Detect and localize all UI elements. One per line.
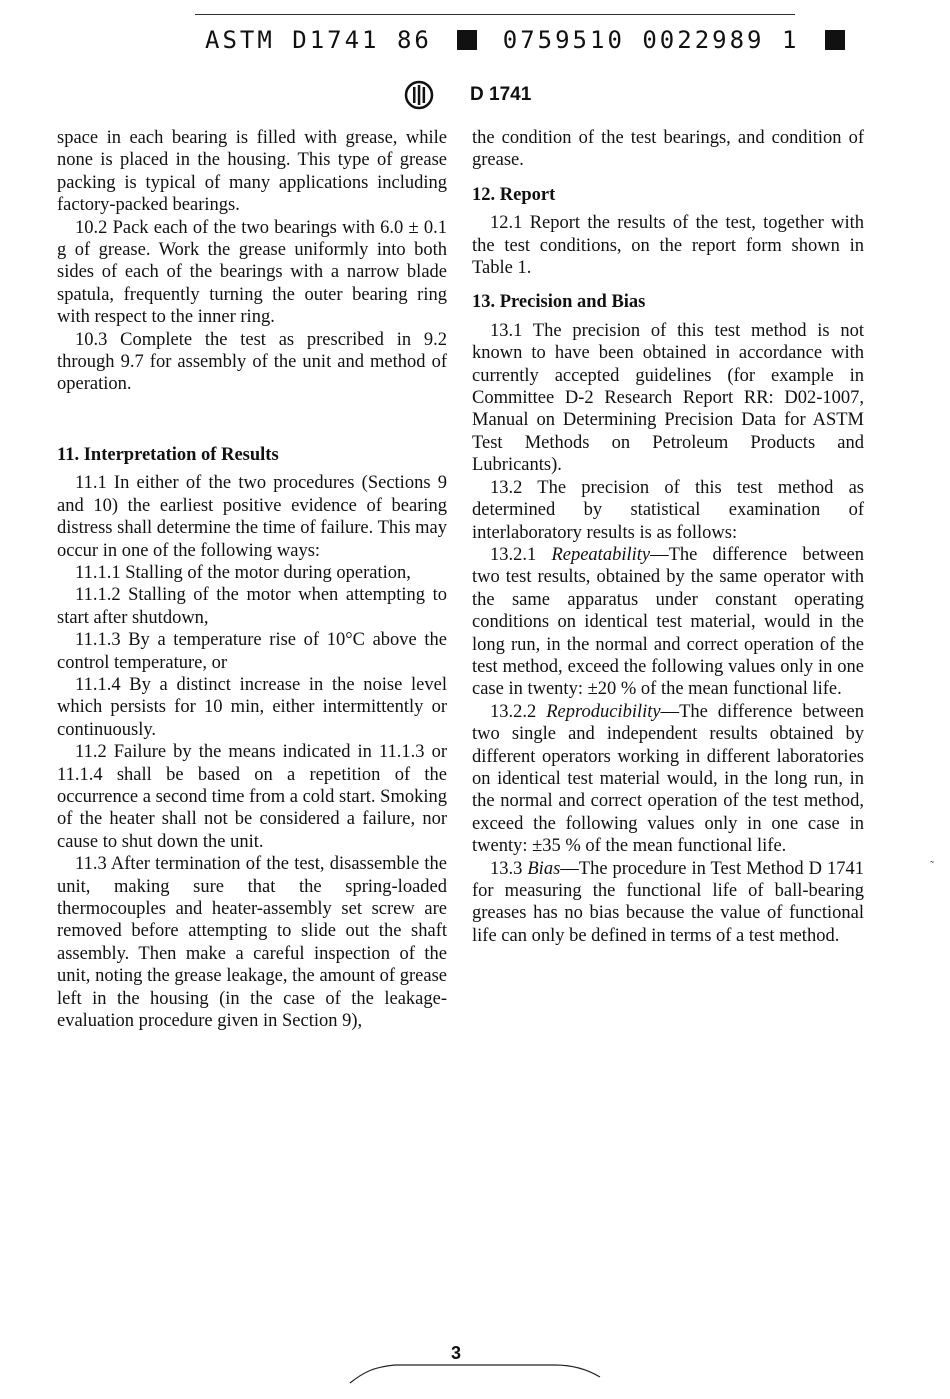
clause-number: 13.2.1 bbox=[490, 544, 537, 565]
paragraph-11-1-3: 11.1.3 By a temperature rise of 10°C above the control temperature, or bbox=[57, 630, 447, 673]
scan-top-rule bbox=[195, 14, 795, 15]
scan-code-a: ASTM D1741 86 bbox=[205, 26, 432, 54]
paragraph-10-3: 10.3 Complete the test as prescribed in 9.2 through 9.7 for assembly of the unit and method of operation. bbox=[57, 329, 447, 395]
footer-flourish bbox=[345, 1355, 605, 1385]
paragraph-11-1: 11.1 In either of the two procedures (Sections 9 and 10) the earliest positive evidence of bearing distress shall determine the time of failure. This may occur in one of the following ways: bbox=[57, 473, 447, 561]
section-heading-11: 11. Interpretation of Results bbox=[57, 444, 279, 465]
paragraph-13-2-1 bbox=[472, 544, 864, 701]
paragraph-11-1-1: 11.1.1 Stalling of the motor during operation, bbox=[75, 562, 411, 583]
clause-term: Repeatability bbox=[551, 544, 651, 565]
section-heading-12: 12. Report bbox=[472, 184, 556, 205]
astm-logo-icon bbox=[404, 80, 434, 110]
paragraph: the condition of the test bearings, and condition of grease. bbox=[472, 128, 864, 171]
clause-body: —The difference between two single and independent results obtained by different operators working in different laboratories on identical test material would, in the long run, in the normal and correct operation of the test method, exceed the following values only in one case in twenty: ±35 % of the mean functional life. bbox=[472, 701, 864, 857]
paragraph-13-3 bbox=[472, 858, 864, 948]
scan-header bbox=[205, 26, 853, 54]
paragraph-11-2: 11.2 Failure by the means indicated in 11.1.3 or 11.1.4 shall be based on a repetition of the occurrence a second time from a cold start. Smoking of the heater shall not be considered a failure, nor cause to shut down the unit. bbox=[57, 742, 447, 852]
scan-mark: ˜ bbox=[930, 858, 934, 872]
paragraph-13-2-2 bbox=[472, 701, 864, 858]
clause-number: 13.3 bbox=[490, 858, 523, 879]
right-column bbox=[472, 127, 864, 947]
section-heading-13: 13. Precision and Bias bbox=[472, 292, 646, 313]
clause-body: —The difference between two test results, obtained by the same operator with the same apparatus under constant operating conditions on identical test material, would in the long run, in the normal and correct operation of the test method, exceed the following values only in one case in twenty: ±20 % of the mean functional life. bbox=[472, 544, 865, 700]
clause-number: 13.2.2 bbox=[490, 701, 537, 722]
paragraph-11-3: 11.3 After termination of the test, disassemble the unit, making sure that the spring-loaded thermocouples and heater-assembly set screw are removed before attempting to slide out the shaft assembly. Then make a careful inspection of the unit, noting the grease leakage, the amount of grease left in the housing (in the case of the leakage-evaluation procedure given in Section 9), bbox=[57, 854, 447, 1032]
paragraph-11-1-2: 11.1.2 Stalling of the motor when attempting to start after shutdown, bbox=[57, 585, 447, 628]
scan-block-mark bbox=[457, 30, 477, 50]
paragraph-13-2: 13.2 The precision of this test method as determined by statistical examination of interlaboratory results is as follows: bbox=[472, 477, 864, 543]
scan-code-b: 0759510 0022989 1 bbox=[502, 26, 800, 54]
page-number: 3 bbox=[451, 1343, 462, 1363]
designation: D 1741 bbox=[470, 84, 532, 105]
paragraph-13-1: 13.1 The precision of this test method is not known to have been obtained in accordance with currently accepted guidelines (for example in Committee D-2 Research Report RR: D02-1007, Manual on Determining Precision Data for ASTM Test Methods on Petroleum Products and Lubricants). bbox=[472, 320, 864, 476]
clause-term: Bias bbox=[527, 858, 561, 879]
scan-block-mark bbox=[825, 30, 845, 50]
paragraph-10-2: 10.2 Pack each of the two bearings with 6.0 ± 0.1 g of grease. Work the grease uniformly into both sides of each of the bearings with a narrow blade spatula, frequently turning the outer bearing ring with respect to the inner ring. bbox=[57, 217, 447, 328]
paragraph: space in each bearing is filled with grease, while none is placed in the housing. This type of grease packing is typical of many applications including factory-packed bearings. bbox=[57, 128, 447, 216]
left-column bbox=[57, 127, 447, 1032]
paragraph-12-1: 12.1 Report the results of the test, together with the test conditions, on the report form shown in Table 1. bbox=[472, 213, 864, 279]
clause-term: Reproducibility bbox=[546, 701, 661, 722]
clause-body: —The procedure in Test Method D 1741 for measuring the functional life of ball-bearing greases has no bias because the value of functional life can only be defined in terms of a test method. bbox=[472, 858, 864, 946]
paragraph-11-1-4: 11.1.4 By a distinct increase in the noise level which persists for 10 min, either intermittently or continuously. bbox=[57, 674, 447, 740]
